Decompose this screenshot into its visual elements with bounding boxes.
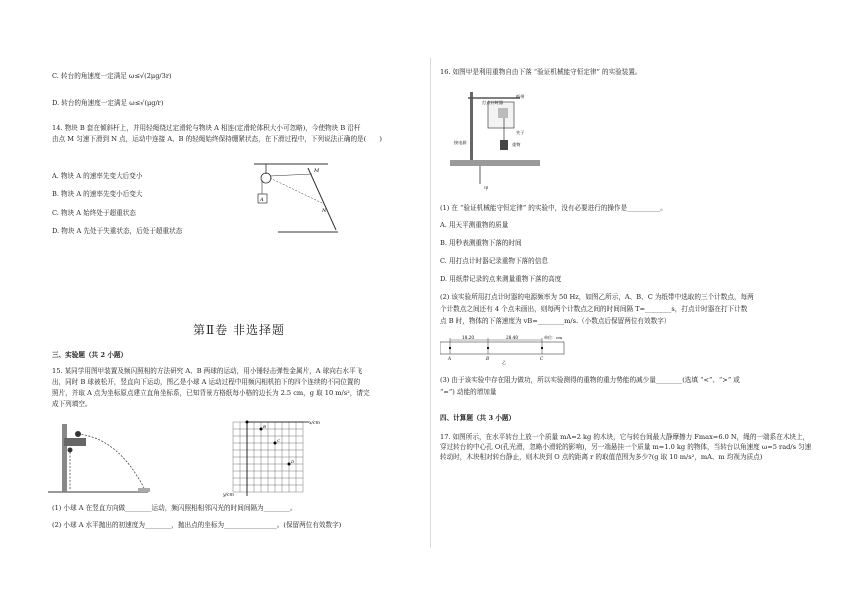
q15-text-line1: 15. 某同学用图甲装置及频闪照相的方法研究 A、B 两球的运动，用小锤轻击弹性金属片，A 球向右水平飞 — [52, 367, 363, 375]
fig14-label-a: A — [260, 197, 264, 203]
q15-apparatus-figure — [48, 414, 168, 496]
q16-tape-figure — [440, 332, 570, 366]
fig16-label-clip: 夹子 — [516, 130, 525, 135]
fig15-point-b: B — [263, 424, 266, 429]
q13-option-c: C. 转台的角速度一定满足 ω≤√(2μg/3r) — [52, 72, 172, 80]
left-column — [48, 0, 428, 608]
fig16-label-weight: 重物 — [512, 142, 521, 147]
q16-part3-line1: (3) 由于该实验中存在阻力做功，所以实验测得的重物的重力势能的减少量________(选填 “<”、“>” 或 — [440, 376, 740, 384]
q15-text-line2: 出，同时 B 球被松开，竖直向下运动，图乙是小球 A 运动过程中用频闪相机拍下的四个连续的不同位置的 — [52, 378, 361, 386]
q16-part2-line1: (2) 该实验所用打点计时器的电源频率为 50 Hz，如图乙所示，A、B、C 为纸带中选取的三个计数点，每两 — [440, 293, 754, 301]
q16-option-a: A. 用天平测重物的质量 — [440, 221, 509, 229]
section-3-heading: 三、实验题（共 2 小题） — [52, 351, 128, 359]
fig16-label-power: 接电源 — [454, 140, 467, 145]
tape-point-c: C — [540, 356, 544, 361]
q14-pulley-figure — [248, 160, 338, 235]
tape-point-a: A — [448, 356, 452, 361]
q13-option-d: D. 转台的角速度一定满足 ω≤√(μg/r) — [52, 99, 164, 107]
fig15-y-label: y/cm — [223, 493, 234, 498]
fig16-label-timer: 打点计时器 — [482, 100, 503, 105]
fig16-caption: 甲 — [484, 187, 489, 192]
q15-grid-figure — [223, 418, 328, 498]
section-4-heading: 四、计算题（共 3 小题） — [440, 414, 516, 422]
q16-option-c: C. 用打点计时器记录重物下落的信息 — [440, 257, 548, 265]
q16-option-b: B. 用秒表测重物下落的时间 — [440, 239, 522, 247]
q14-option-c: C. 物块 A 始终处于超重状态 — [52, 209, 136, 217]
q15-text-line3: 照片，并取 A 点为坐标原点建立直角坐标系，已知背景方格纸每小格的边长为 2.5 cm，g 取 10 m/s²，请完 — [52, 389, 370, 397]
q16-part2-line2: 个计数点之间还有 4 个点未画出，则每两个计数点之间的时间间隔 T=________s，打点计时器在打下计数 — [440, 305, 748, 313]
q16-part3-line2: “=”) 动能的增加量 — [440, 388, 497, 396]
tape-point-b: B — [486, 356, 490, 361]
q17-text: 17. 如图所示，在水平转台上放一个质量 mA=2 kg 的木块，它与转台间最大静摩擦力 Fmax=6.0 N，绳的一端系在木块上，穿过转台的中心孔 O(孔光滑，忽略小滑轮的影响)，另一端悬挂一个质量 m=1.0 kg 的物体，当转台以角速度 ω=5 rad/s 匀速转动时，木块相对转台静止，则木块到 O 点的距离 r 的取值范围为多少?(g 取 10 m/s²，mA、m 均视为质点) — [440, 433, 812, 461]
fig15-point-c: C — [277, 438, 281, 443]
tape-unit: 单位：cm — [544, 335, 563, 340]
fig15-point-d: D — [291, 459, 295, 464]
tape-caption: 乙 — [502, 360, 507, 365]
q14-option-d: D. 物块 A 先处于失重状态，后处于超重状态 — [52, 227, 183, 235]
tape-distance-1: 18.20 — [462, 335, 474, 340]
fig14-label-n: N — [322, 208, 327, 214]
q16-part1: (1) 在 “验证机械能守恒定律” 的实验中，没有必要进行的操作是__________。 — [440, 204, 667, 212]
q15-part2: (2) 小球 A 水平抛出的初速度为________，抛出点的坐标为________________。(保留两位有效数字) — [52, 521, 342, 529]
part-ii-title: 第Ⅱ卷 非选择题 — [193, 323, 285, 337]
q16-apparatus-figure — [450, 84, 560, 192]
right-column — [440, 0, 820, 608]
fig15-x-label: x/cm — [309, 421, 320, 426]
q14-option-b: B. 物块 A 的速率先变小后变大 — [52, 190, 143, 198]
tape-distance-2: 28.40 — [506, 335, 518, 340]
fig14-label-m: M — [314, 168, 320, 174]
q14-text-line2: 由点 M 匀速下滑到 N 点，运动中连接 A、B 的轻绳始终保持绷紧状态，在下滑过程中，下列说法正确的是( ) — [52, 135, 382, 143]
q16-option-d: D. 用纸带记录的点来测量重物下落的高度 — [440, 275, 562, 283]
q16-intro: 16. 如图甲是利用重物自由下落 “验证机械能守恒定律” 的实验装置。 — [440, 68, 642, 76]
q16-part2-line3: 点 B 时，物体的下落速度为 vB=________m/s.（小数点后保留两位有效数字） — [440, 317, 671, 325]
q15-text-line4: 成下列填空。 — [52, 400, 92, 408]
fig16-label-tape: 纸带 — [516, 94, 525, 99]
column-divider — [430, 58, 431, 548]
q14-option-a: A. 物块 A 的速率先变大后变小 — [52, 172, 143, 180]
q15-part1: (1) 小球 A 在竖直方向做________运动，频闪照相相邻闪光的时间间隔为________。 — [52, 504, 297, 512]
q14-text-line1: 14. 物块 B 套在倾斜杆上，并用轻绳绕过定滑轮与物块 A 相连(定滑轮体积大小可忽略)，今使物块 B 沿杆 — [52, 124, 361, 132]
